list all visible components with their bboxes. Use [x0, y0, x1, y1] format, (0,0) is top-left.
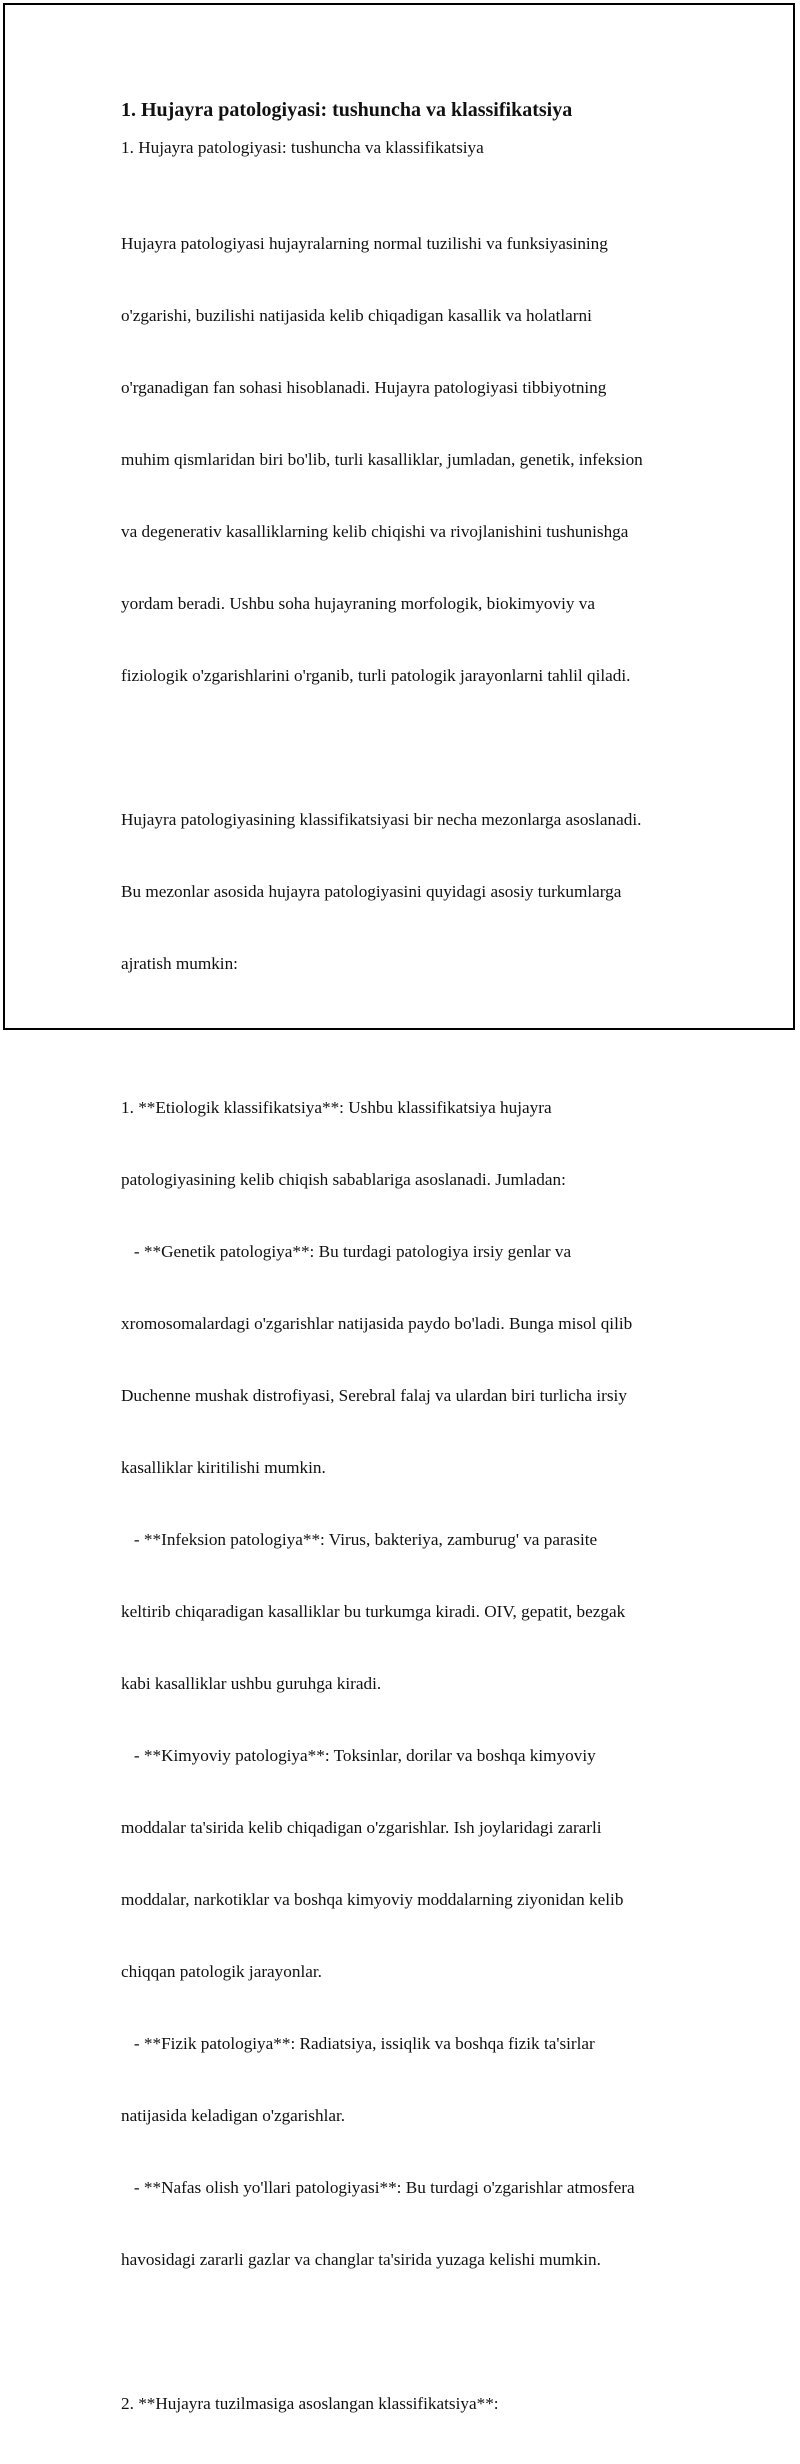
text-line: keltirib chiqaradigan kasalliklar bu turkumga kiradi. OIV, gepatit, bezgak [121, 1602, 626, 1621]
list-item-genetic: - **Genetik patologiya**: Bu turdagi patologiya irsiy genlar va [121, 1242, 572, 1261]
list-item-chemical: - **Kimyoviy patologiya**: Toksinlar, dorilar va boshqa kimyoviy [121, 1746, 596, 1765]
list-item-respiratory: - **Nafas olish yo'llari patologiyasi**: Bu turdagi o'zgarishlar atmosfera [121, 2178, 635, 2197]
text-line: va degenerativ kasalliklarning kelib chiqishi va rivojlanishini tushunishga [121, 522, 629, 541]
text-line: kabi kasalliklar ushbu guruhga kiradi. [121, 1674, 382, 1693]
text-line: 1. **Etiologik klassifikatsiya**: Ushbu klassifikatsiya hujayra [121, 1098, 552, 1117]
paragraph-structural-classification [121, 2344, 691, 2464]
document-body [121, 97, 691, 2464]
text-line: muhim qismlaridan biri bo'lib, turli kasalliklar, jumladan, genetik, infeksion [121, 450, 643, 469]
paragraph-definition [121, 184, 691, 736]
text-line: fiziologik o'zgarishlarini o'rganib, turli patologik jarayonlarni tahlil qiladi. [121, 666, 631, 685]
list-item-physical: - **Fizik patologiya**: Radiatsiya, issiqlik va boshqa fizik ta'sirlar [121, 2034, 595, 2053]
page-frame [3, 3, 795, 2413]
text-line: patologiyasining kelib chiqish sabablariga asoslanadi. Jumladan: [121, 1170, 566, 1189]
text-line: 2. **Hujayra tuzilmasiga asoslangan klassifikatsiya**: [121, 2394, 499, 2413]
text-line: o'zgarishi, buzilishi natijasida kelib chiqadigan kasallik va holatlarni [121, 306, 592, 325]
text-line: Duchenne mushak distrofiyasi, Serebral falaj va ulardan biri turlicha irsiy [121, 1386, 627, 1405]
text-line: xromosomalardagi o'zgarishlar natijasida paydo bo'ladi. Bunga misol qilib [121, 1314, 633, 1333]
text-line: moddalar ta'sirida kelib chiqadigan o'zgarishlar. Ish joylaridagi zararli [121, 1818, 602, 1837]
paragraph-etiological-classification [121, 1048, 691, 2320]
text-line: yordam beradi. Ushbu soha hujayraning morfologik, biokimyoviy va [121, 594, 596, 613]
text-line: kasalliklar kiritilishi mumkin. [121, 1458, 326, 1477]
paragraph-classification-intro [121, 760, 691, 1024]
text-line: havosidagi zararli gazlar va changlar ta'sirida yuzaga kelishi mumkin. [121, 2250, 601, 2269]
text-line: Hujayra patologiyasi hujayralarning normal tuzilishi va funksiyasining [121, 234, 608, 253]
text-line: natijasida keladigan o'zgarishlar. [121, 2106, 346, 2125]
text-line: o'rganadigan fan sohasi hisoblanadi. Hujayra patologiyasi tibbiyotning [121, 378, 607, 397]
text-line: moddalar, narkotiklar va boshqa kimyoviy moddalarning ziyonidan kelib [121, 1890, 624, 1909]
text-line: chiqqan patologik jarayonlar. [121, 1962, 322, 1981]
document-subtitle: 1. Hujayra patologiyasi: tushuncha va klassifikatsiya [121, 138, 484, 157]
text-line: Bu mezonlar asosida hujayra patologiyasini quyidagi asosiy turkumlarga [121, 882, 622, 901]
text-line: Hujayra patologiyasining klassifikatsiyasi bir necha mezonlarga asoslanadi. [121, 810, 642, 829]
list-item-infectious: - **Infeksion patologiya**: Virus, bakteriya, zamburug' va parasite [121, 1530, 598, 1549]
text-line: ajratish mumkin: [121, 954, 238, 973]
document-title: 1. Hujayra patologiyasi: tushuncha va klassifikatsiya [121, 99, 573, 121]
